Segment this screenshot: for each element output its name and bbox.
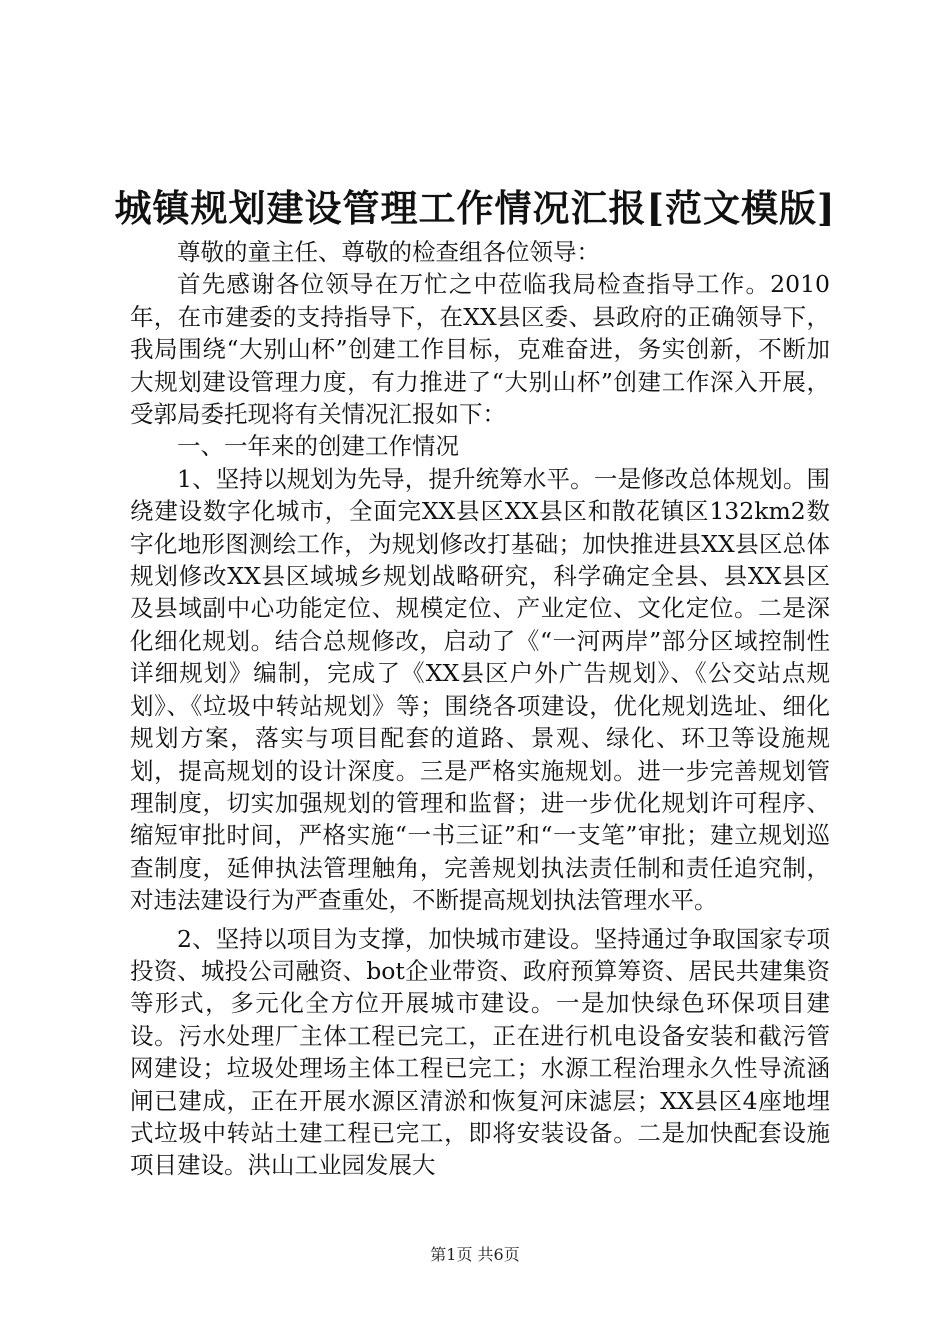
- document-title: 城镇规划建设管理工作情况汇报[范文模版]: [114, 186, 836, 230]
- intro-paragraph: 首先感谢各位领导在万忙之中莅临我局检查指导工作。2010年，在市建委的支持指导下，在XX县区委、县政府的正确领导下，我局围绕“大别山杯”创建工作目标，克难奋进，务实创新，不断加大规划建设管理力度，有力推进了“大别山杯”创建工作深入开展，受郭局委托现将有关情况汇报如下：: [130, 270, 830, 429]
- body-paragraph-planning: 1、坚持以规划为先导，提升统筹水平。一是修改总体规划。围绕建设数字化城市，全面完XX县区XX县区和散花镇区132km2数字化地形图测绘工作，为规划修改打基础；加快推进县XX县区总体规划修改XX县区域城乡规划战略研究，科学确定全县、县XX县区及县域副中心功能定位、规模定位、产业定位、文化定位。二是深化细化规划。结合总规修改，启动了《“一河两岸”部分区域控制性详细规划》编制，完成了《XX县区户外广告规划》、《公交站点规划》、《垃圾中转站规划》等；围绕各项建设，优化规划选址、细化规划方案，落实与项目配套的道路、景观、绿化、环卫等设施规划，提高规划的设计深度。三是严格实施规划。进一步完善规划管理制度，切实加强规划的管理和监督；进一步优化规划许可程序、缩短审批时间，严格实施“一书三证”和“一支笔”审批；建立规划巡查制度，延伸执法管理触角，完善规划执法责任制和责任追究制，对违法建设行为严查重处，不断提高规划执法管理水平。: [130, 464, 830, 915]
- page-number-footer: 第1页 共6页: [430, 1245, 520, 1264]
- body-paragraph-projects: 2、坚持以项目为支撑，加快城市建设。坚持通过争取国家专项投资、城投公司融资、bot企业带资、政府预算筹资、居民共建集资等形式，多元化全方位开展城市建设。一是加快绿色环保项目建设。污水处理厂主体工程已完工，正在进行机电设备安装和截污管网建设；垃圾处理场主体工程已完工；水源工程治理永久性导流涵闸已建成，正在开展水源区清淤和恢复河床滤层；XX县区4座地埋式垃圾中转站土建工程已完工，即将安装设备。二是加快配套设施项目建设。洪山工业园发展大: [130, 924, 830, 1180]
- section-heading: 一、一年来的创建工作情况: [177, 432, 459, 461]
- salutation-paragraph: 尊敬的童主任、尊敬的检查组各位领导：: [177, 238, 600, 266]
- document-body: [130, 236, 830, 1182]
